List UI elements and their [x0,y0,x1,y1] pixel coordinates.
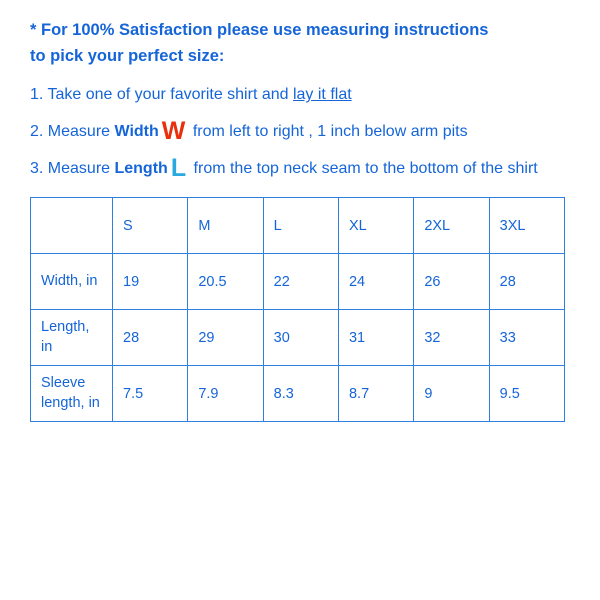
cell-length-xl: 31 [338,310,413,366]
table-row [31,254,565,310]
length-glyph-icon: L [170,154,187,183]
step-1-text: Take one of your favorite shirt and [43,86,293,104]
cell-sleeve-l: 8.3 [263,366,338,422]
cell-sleeve-3xl: 9.5 [489,366,564,422]
row-label-sleeve-length: Sleeve length, in [31,366,113,422]
step-1-emphasis: lay it flat [292,86,352,104]
table-corner-cell [31,198,113,254]
table-header-row [31,198,565,254]
cell-width-m: 20.5 [188,254,263,310]
table-col-header-s: S [113,198,188,254]
cell-sleeve-2xl: 9 [414,366,489,422]
intro-text [30,18,578,69]
step-2-bold-width: Width [114,123,159,141]
step-3-text-before: Measure [43,160,115,178]
step-1-number: 1. [30,86,44,104]
width-glyph-icon: W [161,117,186,146]
step-3-text-after: from the top neck seam to the bottom of [189,160,477,178]
table-col-header-2xl: 2XL [414,198,489,254]
step-2-text-before: Measure [43,123,115,141]
table-row [31,310,565,366]
table-col-header-3xl: 3XL [489,198,564,254]
row-label-length: Length, in [31,310,113,366]
intro-line-2: to pick your perfect size: [30,46,225,65]
step-3-text-wrap: the shirt [480,160,538,178]
cell-sleeve-m: 7.9 [188,366,263,422]
cell-width-xl: 24 [338,254,413,310]
cell-length-2xl: 32 [414,310,489,366]
cell-sleeve-s: 7.5 [113,366,188,422]
table-row [31,366,565,422]
row-label-width: Width, in [31,254,113,310]
cell-length-s: 28 [113,310,188,366]
cell-sleeve-xl: 8.7 [338,366,413,422]
table-col-header-m: M [188,198,263,254]
step-3-number: 3. [30,160,44,178]
table-col-header-xl: XL [338,198,413,254]
size-table [30,197,565,422]
step-2 [30,117,578,146]
table-col-header-l: L [263,198,338,254]
intro-line-1: * For 100% Satisfaction please use measuring instructions [30,21,489,39]
step-2-number: 2. [30,123,44,141]
step-1 [30,83,578,107]
cell-length-l: 30 [263,310,338,366]
cell-width-l: 22 [263,254,338,310]
step-3-bold-length: Length [114,160,168,178]
cell-length-3xl: 33 [489,310,564,366]
cell-length-m: 29 [188,310,263,366]
step-3 [30,154,578,183]
cell-width-3xl: 28 [489,254,564,310]
cell-width-s: 19 [113,254,188,310]
step-2-text-after: from left to right , 1 inch below arm pits [188,123,468,141]
cell-width-2xl: 26 [414,254,489,310]
